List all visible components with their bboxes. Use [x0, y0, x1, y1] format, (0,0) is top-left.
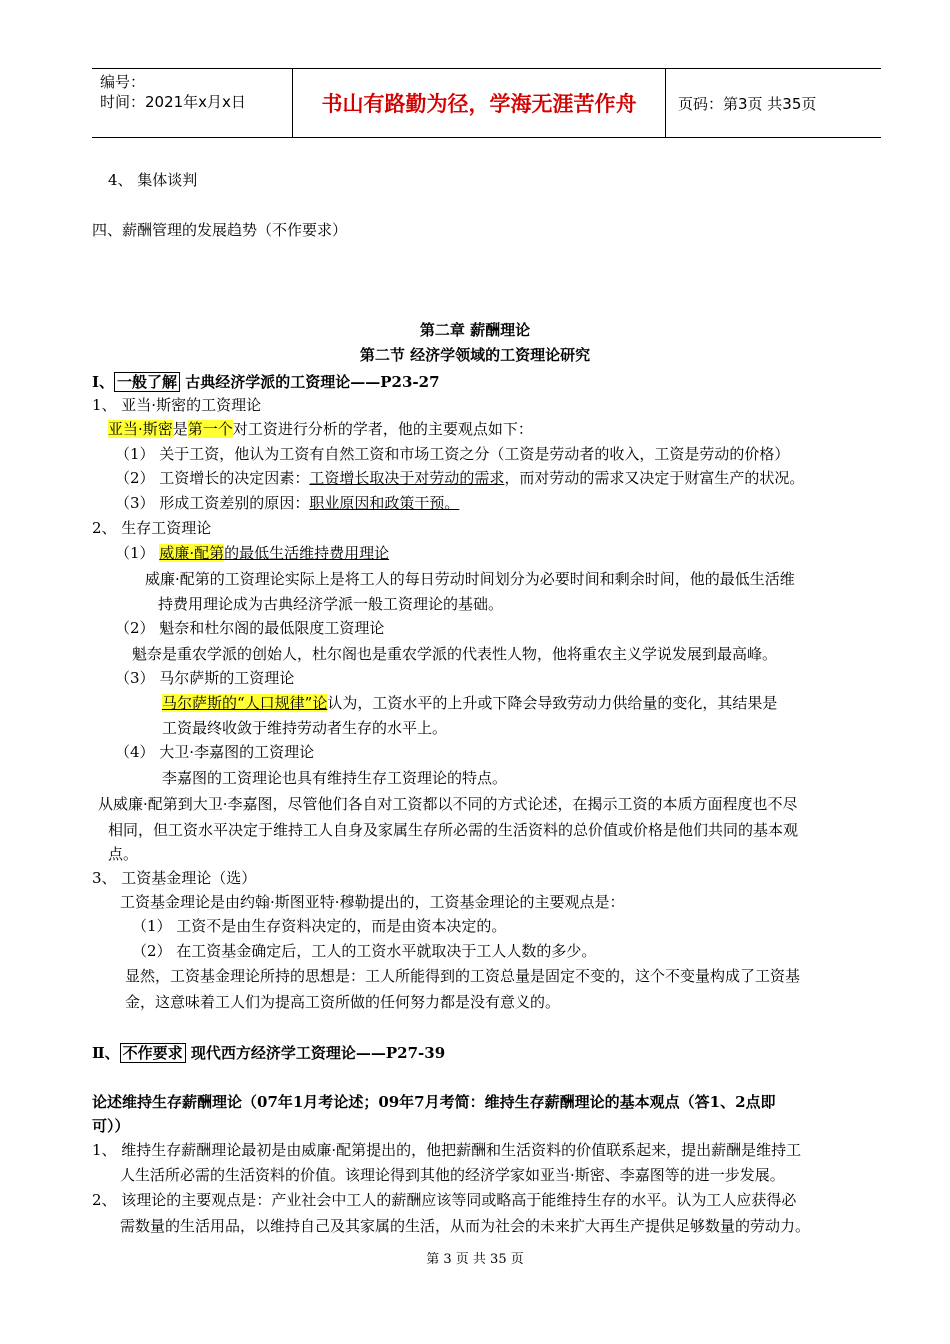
smith-point-2-underlined: 工资增长取决于对劳动的需求	[309, 469, 505, 487]
ricardo-heading: （4） 大卫·李嘉图的工资理论	[115, 743, 315, 761]
petty-number: （1）	[115, 544, 160, 562]
summary-line-1: 从威廉·配第到大卫·李嘉图，尽管他们各自对工资都以不同的方式论述，在揭示工资的本质方面程度也不尽	[98, 795, 798, 813]
smith-point-3	[115, 493, 459, 513]
smith-point-1: （1） 关于工资，他认为工资有自然工资和市场工资之分（工资是劳动者的收入，工资是劳动的价格）	[115, 445, 790, 463]
wage-fund-point-1: （1） 工资不是由生存资料决定的，而是由资本决定的。	[132, 917, 507, 935]
ricardo-text: 李嘉图的工资理论也具有维持生存工资理论的特点。	[162, 769, 508, 787]
wage-fund-conclusion-1: 显然，工资基金理论所持的思想是：工人所能得到的工资总量是固定不变的，这个不变量构成了工资基	[125, 967, 801, 985]
petty-name-highlight: 威廉·配第	[159, 544, 225, 562]
doc-number-label: 编号：	[100, 73, 146, 91]
quesnay-text: 魁奈是重农学派的创始人，杜尔阁也是重农学派的代表性人物，他将重农主义学说发展到最高峰。	[132, 645, 778, 663]
part-two-number: Ⅱ、	[92, 1044, 120, 1062]
wage-fund-conclusion-2: 金，这意味着工人们为提高工资所做的任何努力都是没有意义的。	[125, 993, 561, 1011]
header-page-number: 页码：第3页 共35页	[678, 94, 817, 113]
malthus-heading: （3） 马尔萨斯的工资理论	[115, 669, 295, 687]
petty-text-line-2: 持费用理论成为古典经济学派一般工资理论的基础。	[158, 595, 504, 613]
smith-name-highlight: 亚当·斯密	[108, 420, 173, 438]
part-one-heading	[92, 372, 440, 392]
motto: 书山有路勤为径，学海无涯苦作舟	[321, 92, 637, 116]
page-header	[92, 68, 881, 138]
smith-intro	[108, 419, 533, 439]
wage-fund-heading: 3、 工资基金理论（选）	[92, 869, 257, 887]
smith-point-2-rest: ，而对劳动的需求又决定于财富生产的状况。	[504, 469, 805, 487]
wage-fund-point-2: （2） 在工资基金确定后，工人的工资水平就取决于工人人数的多少。	[132, 942, 597, 960]
essay-point-2-line-2: 需数量的生活用品，以维持自己及其家属的生活，从而为社会的未来扩大再生产提供足够数量的劳动力。	[120, 1217, 811, 1235]
malthus-text-line-1	[162, 693, 777, 713]
summary-line-3: 点。	[108, 845, 139, 863]
part-one-number: Ⅰ、	[92, 373, 115, 391]
part-two-heading	[92, 1043, 445, 1063]
header-motto-cell	[293, 69, 666, 137]
quesnay-heading: （2） 魁奈和杜尔阁的最低限度工资理论	[115, 619, 385, 637]
petty-theory-underlined: 的最低生活维持费用理论	[224, 544, 390, 562]
smith-point-2	[115, 468, 804, 488]
header-meta-cell	[92, 69, 293, 137]
smith-point-2-lead: （2） 工资增长的决定因素：	[115, 469, 310, 487]
part-two-title: 现代西方经济学工资理论——P27-39	[185, 1044, 446, 1062]
essay-title-line-1: 论述维持生存薪酬理论（07年1月考论述；09年7月考简：维持生存薪酬理论的基本观点（答1、2点即	[92, 1093, 776, 1111]
page-footer: 第 3 页 共 35 页	[426, 1252, 524, 1267]
item-collective-bargaining: 4、 集体谈判	[108, 171, 198, 189]
malthus-law-highlight: 马尔萨斯的“人口规律”论	[162, 694, 328, 712]
summary-line-2: 相同，但工资水平决定于维持工人自身及家属生存所必需的生活资料的总价值或价格是他们共同的基本观	[108, 821, 799, 839]
essay-title-line-2: 可））	[92, 1117, 130, 1135]
petty-text-line-1: 威廉·配第的工资理论实际上是将工人的每日劳动时间划分为必要时间和剩余时间，他的最低生活维	[145, 570, 795, 588]
smith-intro-mid: 是	[172, 420, 188, 438]
smith-heading: 1、 亚当·斯密的工资理论	[92, 396, 262, 414]
smith-first-highlight: 第一个	[187, 420, 233, 438]
section-four-heading: 四、薪酬管理的发展趋势（不作要求）	[92, 221, 348, 239]
doc-time-label: 时间：2021年x月x日	[100, 93, 246, 111]
part-one-tag: 一般了解	[114, 372, 180, 392]
subsistence-heading: 2、 生存工资理论	[92, 519, 212, 537]
wage-fund-intro: 工资基金理论是由约翰·斯图亚特·穆勒提出的，工资基金理论的主要观点是：	[120, 893, 625, 911]
chapter-title: 第二章 薪酬理论	[419, 321, 531, 339]
petty-heading	[115, 543, 389, 563]
essay-point-1-line-2: 人生活所必需的生活资料的价值。该理论得到其他的经济学家如亚当·斯密、李嘉图等的进一步发展。	[120, 1166, 785, 1184]
smith-point-3-underlined: 职业原因和政策干预。	[309, 494, 460, 512]
smith-point-3-lead: （3） 形成工资差别的原因：	[115, 494, 310, 512]
header-page-cell	[666, 69, 881, 137]
section-title: 第二节 经济学领域的工资理论研究	[359, 346, 591, 364]
essay-point-2-line-1: 2、 该理论的主要观点是：产业社会中工人的薪酬应该等同或略高于能维持生存的水平。认为工人应获得必	[92, 1191, 797, 1209]
malthus-text-line-2: 工资最终收敛于维持劳动者生存的水平上。	[162, 719, 448, 737]
smith-intro-rest: 对工资进行分析的学者，他的主要观点如下：	[232, 420, 533, 438]
part-two-tag: 不作要求	[120, 1043, 186, 1063]
part-one-title: 古典经济学派的工资理论——P23-27	[180, 373, 440, 391]
essay-point-1-line-1: 1、 维持生存薪酬理论最初是由威廉·配第提出的，他把薪酬和生活资料的价值联系起来，提出薪酬是维持工	[92, 1141, 802, 1159]
malthus-text-rest: 认为，工资水平的上升或下降会导致劳动力供给量的变化，其结果是	[327, 694, 778, 712]
